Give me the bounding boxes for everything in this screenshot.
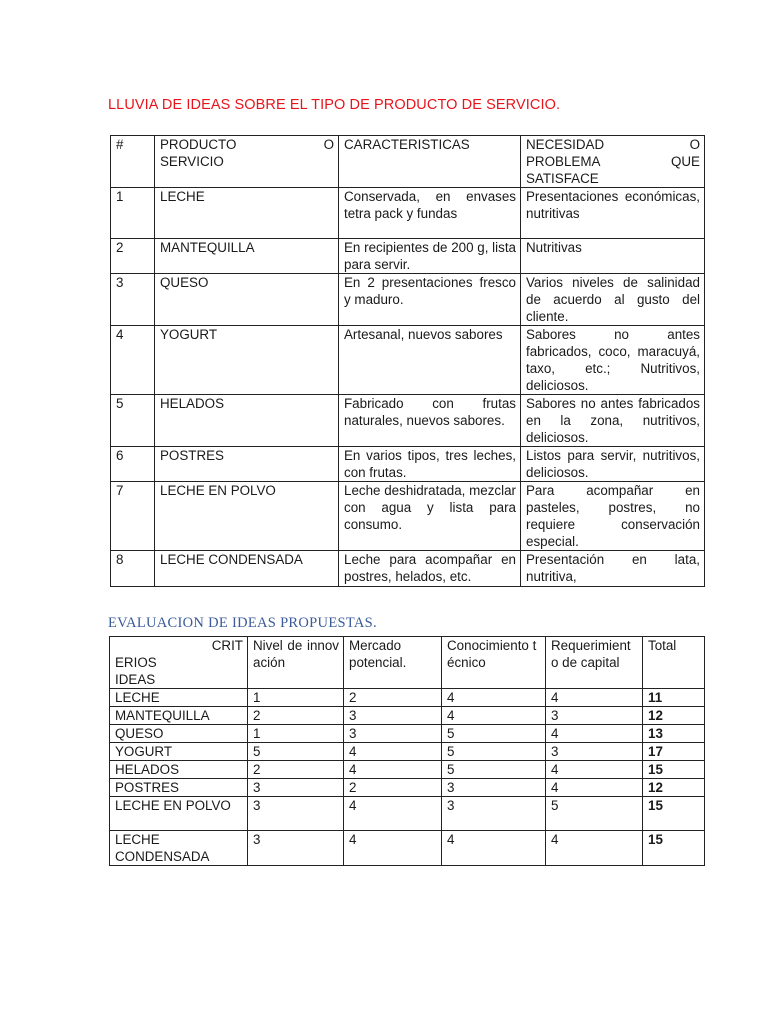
table-row: [110, 761, 705, 779]
row-idea: LECHE CONDENSADA: [110, 831, 248, 866]
table-row: [110, 707, 705, 725]
row-num: 6: [111, 447, 155, 482]
header-criteria-ideas: [110, 637, 248, 689]
row-need: Varios niveles de salinidad de acuerdo al gusto del cliente.: [521, 274, 705, 326]
row-capital: 4: [546, 725, 643, 743]
table-row: [110, 743, 705, 761]
header-crit-line1: CRIT: [211, 638, 243, 653]
row-innovation: 3: [248, 831, 344, 866]
row-total: 12: [643, 779, 705, 797]
row-knowledge: 4: [442, 831, 546, 866]
row-knowledge: 3: [442, 779, 546, 797]
header-total: Total: [643, 637, 705, 689]
row-innovation: 1: [248, 725, 344, 743]
brainstorm-title: LLUVIA DE IDEAS SOBRE EL TIPO DE PRODUCTO DE SERVICIO.: [108, 97, 561, 113]
row-characteristics: En recipientes de 200 g, lista para servir.: [339, 239, 521, 274]
brainstorm-table: [110, 135, 705, 587]
row-total: 11: [643, 689, 705, 707]
row-characteristics: Leche para acompañar en postres, helados, etc.: [339, 551, 521, 587]
row-characteristics: En 2 presentaciones fresco y maduro.: [339, 274, 521, 326]
row-market: 3: [344, 725, 442, 743]
row-total: 15: [643, 831, 705, 866]
table-row: [111, 447, 705, 482]
row-idea: POSTRES: [110, 779, 248, 797]
evaluation-header-row: [110, 637, 705, 689]
header-need: [521, 136, 705, 188]
row-need: Listos para servir, nutritivos, deliciosos.: [521, 447, 705, 482]
row-num: 7: [111, 482, 155, 551]
row-knowledge: 4: [442, 707, 546, 725]
header-crit-line2: ERIOS: [115, 655, 157, 670]
row-product: LECHE: [155, 188, 339, 239]
row-need: Para acompañar en pasteles, postres, no requiere conservación especial.: [521, 482, 705, 551]
table-row: [111, 326, 705, 395]
table-row: [110, 725, 705, 743]
row-innovation: 2: [248, 707, 344, 725]
header-need-line3: SATISFACE: [526, 171, 599, 186]
row-market: 2: [344, 689, 442, 707]
row-market: 4: [344, 761, 442, 779]
table-row: [111, 239, 705, 274]
header-product-line1: PRODUCTO O: [160, 137, 334, 152]
row-knowledge: 3: [442, 797, 546, 831]
header-need-line2: PROBLEMA QUE: [526, 154, 700, 169]
row-capital: 5: [546, 797, 643, 831]
header-innovation: Nivel de innovación: [248, 637, 344, 689]
table-row: [111, 274, 705, 326]
row-total: 12: [643, 707, 705, 725]
row-capital: 3: [546, 743, 643, 761]
row-num: 8: [111, 551, 155, 587]
row-product: LECHE CONDENSADA: [155, 551, 339, 587]
row-num: 1: [111, 188, 155, 239]
table-row: [110, 797, 705, 831]
evaluation-title: EVALUACION DE IDEAS PROPUESTAS.: [108, 615, 377, 631]
row-total: 13: [643, 725, 705, 743]
row-innovation: 1: [248, 689, 344, 707]
row-knowledge: 4: [442, 689, 546, 707]
header-product: [155, 136, 339, 188]
row-product: YOGURT: [155, 326, 339, 395]
row-knowledge: 5: [442, 761, 546, 779]
row-idea: MANTEQUILLA: [110, 707, 248, 725]
row-need: Presentación en lata, nutritiva,: [521, 551, 705, 587]
row-capital: 4: [546, 779, 643, 797]
table-row: [111, 551, 705, 587]
row-innovation: 2: [248, 761, 344, 779]
row-innovation: 5: [248, 743, 344, 761]
row-market: 2: [344, 779, 442, 797]
row-market: 4: [344, 797, 442, 831]
row-total: 15: [643, 797, 705, 831]
row-total: 17: [643, 743, 705, 761]
row-market: 4: [344, 831, 442, 866]
row-capital: 4: [546, 831, 643, 866]
row-product: LECHE EN POLVO: [155, 482, 339, 551]
row-capital: 4: [546, 689, 643, 707]
row-innovation: 3: [248, 779, 344, 797]
header-need-line1: NECESIDAD O: [526, 137, 700, 152]
header-characteristics: CARACTERISTICAS: [339, 136, 521, 188]
row-characteristics: Artesanal, nuevos sabores: [339, 326, 521, 395]
row-num: 2: [111, 239, 155, 274]
table-row: [110, 689, 705, 707]
row-total: 15: [643, 761, 705, 779]
table-row: [111, 395, 705, 447]
table-row: [111, 188, 705, 239]
evaluation-table: [109, 636, 705, 866]
header-knowledge: Conocimiento técnico: [442, 637, 546, 689]
row-idea: LECHE: [110, 689, 248, 707]
row-num: 5: [111, 395, 155, 447]
row-idea: LECHE EN POLVO: [110, 797, 248, 831]
header-market: Mercado potencial.: [344, 637, 442, 689]
header-crit-line3: IDEAS: [115, 672, 156, 687]
brainstorm-header-row: [111, 136, 705, 188]
row-market: 4: [344, 743, 442, 761]
row-product: MANTEQUILLA: [155, 239, 339, 274]
row-innovation: 3: [248, 797, 344, 831]
row-need: Nutritivas: [521, 239, 705, 274]
row-need: Sabores no antes fabricados en la zona, nutritivos, deliciosos.: [521, 395, 705, 447]
row-capital: 3: [546, 707, 643, 725]
row-num: 4: [111, 326, 155, 395]
row-market: 3: [344, 707, 442, 725]
header-capital: Requerimiento de capital: [546, 637, 643, 689]
row-product: HELADOS: [155, 395, 339, 447]
row-capital: 4: [546, 761, 643, 779]
row-need: Sabores no antes fabricados, coco, maracuyá, taxo, etc.; Nutritivos, deliciosos.: [521, 326, 705, 395]
row-characteristics: Fabricado con frutas naturales, nuevos sabores.: [339, 395, 521, 447]
row-characteristics: Conservada, en envases tetra pack y fundas: [339, 188, 521, 239]
row-product: QUESO: [155, 274, 339, 326]
header-product-line2: SERVICIO: [160, 154, 224, 169]
table-row: [110, 779, 705, 797]
header-num: #: [111, 136, 155, 188]
table-row: [110, 831, 705, 866]
row-characteristics: En varios tipos, tres leches, con frutas.: [339, 447, 521, 482]
row-num: 3: [111, 274, 155, 326]
row-need: Presentaciones económicas, nutritivas: [521, 188, 705, 239]
row-characteristics: Leche deshidratada, mezclar con agua y lista para consumo.: [339, 482, 521, 551]
row-idea: QUESO: [110, 725, 248, 743]
row-idea: HELADOS: [110, 761, 248, 779]
row-knowledge: 5: [442, 725, 546, 743]
row-knowledge: 5: [442, 743, 546, 761]
row-idea: YOGURT: [110, 743, 248, 761]
table-row: [111, 482, 705, 551]
row-product: POSTRES: [155, 447, 339, 482]
